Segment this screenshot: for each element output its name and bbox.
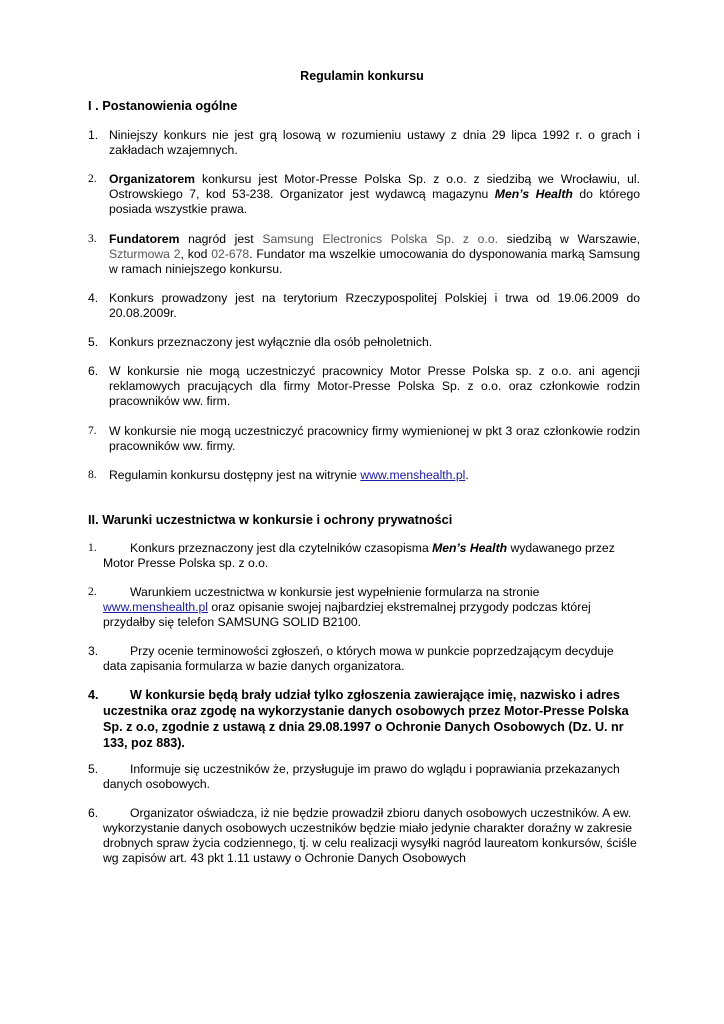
s1-item-5	[88, 335, 640, 350]
s2-item-3	[88, 644, 640, 674]
s1-item-6-text: W konkursie nie mogą uczestniczyć pracownicy Motor Presse Polska sp. z o.o. ani agencji reklamowych pracujących dla firmy Motor-Presse Polska Sp. z o.o. oraz członkowie rodzin pracowników ww. firm.	[109, 364, 640, 408]
s2-item-4-text: W konkursie będą brały udział tylko zgłoszenia zawierające imię, nazwisko i adres uczestnika oraz zgodę na wykorzystanie danych osobowych przez Motor-Presse Polska Sp. z o.o, zgodnie z ustawą z dnia 29.08.1997 o Ochronie Danych Osobowych (Dz. U. nr 133, poz 883).	[103, 688, 629, 750]
s2-magazine-name: Men’s Health	[432, 541, 508, 555]
founder-postal-code: 02-678	[211, 247, 250, 261]
s2-item-1	[88, 541, 640, 571]
s2-item-2	[88, 585, 640, 630]
s2-item-1-number: 1.	[88, 542, 97, 554]
s2-item-1-text-a: Konkurs przeznaczony jest dla czytelników czasopisma	[130, 541, 433, 555]
section-1-heading: I . Postanowienia ogólne	[88, 98, 238, 113]
s2-item-4	[88, 687, 640, 751]
s2-item-2-text-a: Warunkiem uczestnictwa w konkursie jest wypełnienie formularza na stronie	[130, 585, 540, 599]
s1-item-3-text-d: . Fundator ma wszelkie umocowania do dysponowania marką Samsung w ramach niniejszego konkursu.	[109, 247, 640, 276]
s1-item-1-text: Niniejszy konkurs nie jest grą losową w rozumieniu ustawy z dnia 29 lipca 1992 r. o grach i zakładach wzajemnych.	[109, 128, 640, 157]
s1-item-7-text: W konkursie nie mogą uczestniczyć pracownicy firmy wymienionej w pkt 3 oraz członkowie rodzin pracowników ww. firmy.	[109, 424, 640, 453]
founder-street: Szturmowa 2	[109, 247, 181, 261]
s2-item-1-text-b: wydawanego przez Motor Presse Polska sp. z o.o.	[103, 541, 615, 570]
s1-item-2	[88, 172, 640, 217]
s1-item-1-number: 1.	[88, 128, 99, 142]
s1-item-8-number: 8.	[88, 469, 97, 481]
s1-item-2-text-b: do którego posiada wszystkie prawa.	[109, 187, 641, 216]
s2-item-6	[88, 806, 640, 866]
s1-item-7	[88, 424, 640, 454]
s1-item-4-text: Konkurs prowadzony jest na terytorium Rzeczypospolitej Polskiej i trwa od 19.06.2009 do 20.08.2009r.	[109, 291, 640, 320]
s2-item-5	[88, 762, 640, 792]
s1-item-7-number: 7.	[88, 425, 97, 437]
s1-item-1	[88, 128, 640, 158]
founder-company: Samsung Electronics Polska Sp. z o.o.	[262, 232, 498, 246]
s1-item-3	[88, 232, 640, 277]
s1-item-8-text-b: .	[465, 468, 469, 482]
s2-item-6-number: 6.	[88, 806, 99, 820]
s1-item-5-number: 5.	[88, 335, 99, 349]
s2-website-link[interactable]: www.menshealth.pl	[103, 600, 208, 614]
s1-item-2-number: 2.	[88, 173, 97, 185]
s2-item-5-number: 5.	[88, 762, 99, 776]
s2-item-2-text-b: oraz opisanie swojej najbardziej ekstremalnej przygody podczas której przydałby się telefon SAMSUNG SOLID B2100.	[103, 600, 591, 629]
s1-item-6-number: 6.	[88, 364, 99, 378]
s1-item-3-number: 3.	[88, 233, 97, 245]
s1-item-3-text-a: nagród jest	[179, 232, 263, 246]
s1-item-5-text: Konkurs przeznaczony jest wyłącznie dla osób pełnoletnich.	[109, 335, 433, 349]
founder-label: Fundatorem	[109, 232, 180, 246]
s2-item-5-text: Informuje się uczestników że, przysługuje im prawo do wglądu i poprawiania przekazanych danych osobowych.	[103, 762, 620, 791]
s1-item-4	[88, 291, 640, 321]
s2-item-6-text: Organizator oświadcza, iż nie będzie prowadził zbioru danych osobowych uczestników. A ew. wykorzystanie danych osobowych uczestników będzie miało jedynie charakter doraźny w zakresie drobnych spraw życia codziennego, tj. w celu realizacji wysyłki nagród laureatom konkursów, ściśle wg zapisów art. 43 pkt 1.11 ustawy o Ochronie Danych Osobowych	[103, 806, 637, 865]
section-2-heading: II. Warunki uczestnictwa w konkursie i ochrony prywatności	[88, 512, 453, 527]
organizer-label: Organizatorem	[109, 172, 196, 186]
s1-item-3-text-c: , kod	[180, 247, 212, 261]
website-link[interactable]: www.menshealth.pl	[360, 468, 466, 482]
s1-item-8	[88, 468, 640, 483]
s1-item-6	[88, 364, 640, 409]
magazine-name: Men’s Health	[494, 187, 573, 201]
s2-item-2-number: 2.	[88, 586, 97, 598]
document-title: Regulamin konkursu	[300, 69, 424, 83]
s1-item-4-number: 4.	[88, 291, 99, 305]
s2-item-3-text: Przy ocenie terminowości zgłoszeń, o których mowa w punkcie poprzedzającym decyduje data zapisania formularza w bazie danych organizatora.	[103, 644, 614, 673]
s1-item-8-text-a: Regulamin konkursu dostępny jest na witrynie	[109, 468, 361, 482]
s2-item-3-number: 3.	[88, 644, 99, 658]
s1-item-2-text-a: konkursu jest Motor-Presse Polska Sp. z o.o. z siedzibą we Wrocławiu, ul. Ostrowskiego 7, kod 53-238. Organizator jest wydawcą magazynu	[109, 172, 640, 201]
s2-item-4-number: 4.	[88, 688, 99, 702]
s1-item-3-text-b: siedzibą w Warszawie,	[497, 232, 640, 246]
